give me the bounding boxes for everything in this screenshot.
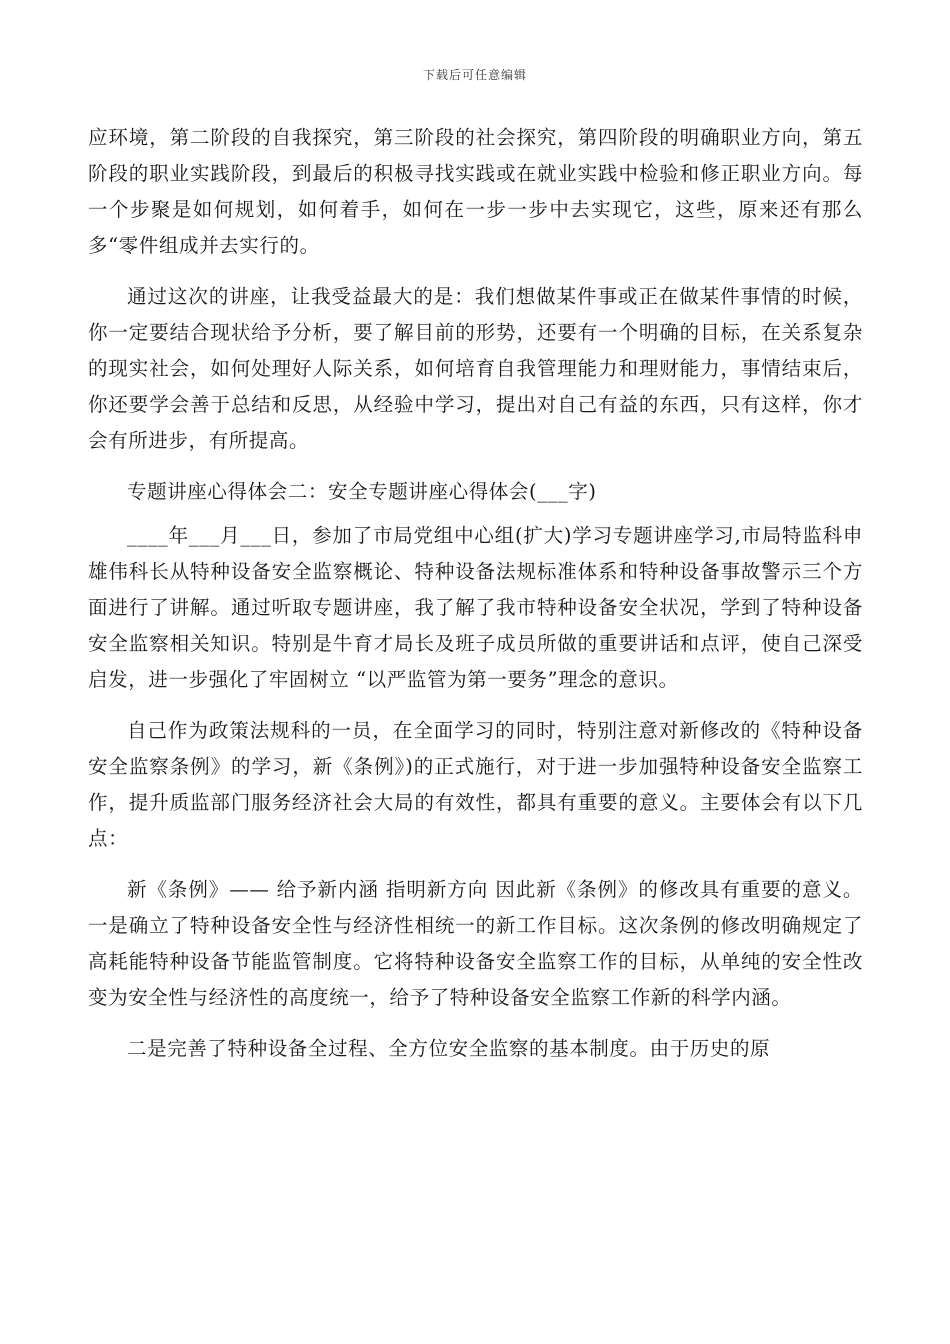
- page-header-note: 下载后可任意编辑: [422, 68, 527, 82]
- paragraph-continuation: 应环境，第二阶段的自我探究，第三阶段的社会探究，第四阶段的明确职业方向，第五阶段的职业实践阶段，到最后的积极寻找实践或在就业实践中检验和修正职业方向。每一个步聚是如何规划，如何着手，如何在一步一步中去实现它，这些，原来还有那么多“零件组成并去实行的。: [88, 126, 863, 257]
- section-title: 专题讲座心得体会二：安全专题讲座心得体会(___字): [127, 480, 597, 503]
- paragraph-lecture-benefit: 通过这次的讲座，让我受益最大的是：我们想做某件事或正在做某件事情的时候，你一定要结合现状给予分析，要了解目前的形势，还要有一个明确的目标，在关系复杂的现实社会，如何处理好人际关系，如何培育自我管理能力和理财能力，事情结束后，你还要学会善于总结和反思，从经验中学习，提出对自己有益的东西，只有这样，你才会有所进步，有所提高。: [88, 285, 863, 452]
- paragraph-full-process: 二是完善了特种设备全过程、全方位安全监察的基本制度。由于历史的原: [127, 1037, 771, 1060]
- paragraph-regulation-study: 自己作为政策法规科的一员，在全面学习的同时，特别注意对新修改的《特种设备安全监察条例》的学习，新《条例》)的正式施行，对于进一步加强特种设备安全监察工作，提升质监部门服务经济社会大局的有效性，都具有重要的意义。主要体会有以下几点：: [88, 719, 863, 850]
- document-body: [88, 120, 863, 1082]
- paragraph-lecture-attendance: ____年___月___日，参加了市局党组中心组(扩大)学习专题讲座学习,市局特监科申雄伟科长从特种设备安全监察概论、特种设备法规标准体系和特种设备事故警示三个方面进行了讲解。通过听取专题讲座，我了解了我市特种设备安全状况，学到了特种设备安全监察相关知识。特别是牛育才局长及班子成员所做的重要讲话和点评，使自己深受启发，进一步强化了牢固树立 “以严监管为第一要务”理念的意识。: [88, 524, 863, 691]
- paragraph-new-regulation: 新《条例》—— 给予新内涵 指明新方向 因此新《条例》的修改具有重要的意义。一是确立了特种设备安全性与经济性相统一的新工作目标。这次条例的修改明确规定了高耗能特种设备节能监管制度。它将特种设备安全监察工作的目标，从单纯的安全性改变为安全性与经济性的高度统一，给予了特种设备安全监察工作新的科学内涵。: [88, 878, 863, 1009]
